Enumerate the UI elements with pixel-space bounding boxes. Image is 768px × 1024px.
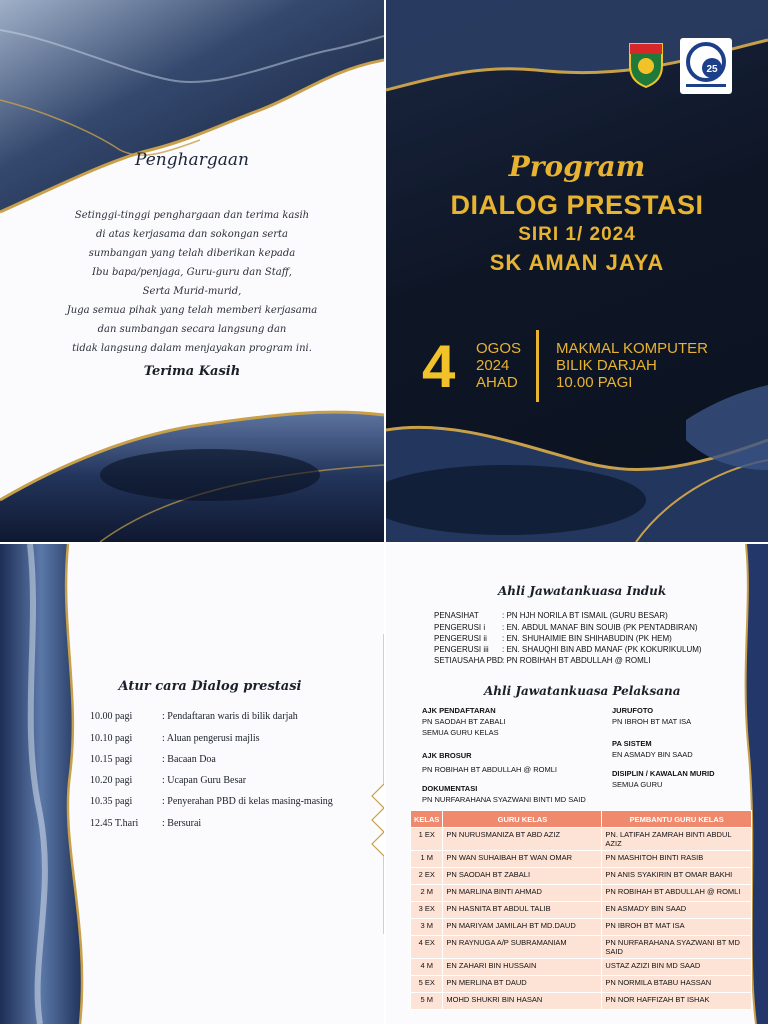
table-cell: PN ANIS SYAKIRIN BT OMAR BAKHI xyxy=(602,868,752,885)
committee-panel xyxy=(386,544,768,1024)
advisor-row xyxy=(434,656,650,666)
table-cell: PN. LATIFAH ZAMRAH BINTI ABDUL AZIZ xyxy=(602,828,752,851)
table-cell: 3 EX xyxy=(411,902,443,919)
agenda-time: 10.35 pagi xyxy=(90,796,133,807)
agenda-desc: : Penyerahan PBD di kelas masing-masing xyxy=(162,796,333,807)
table-cell: 4 M xyxy=(411,959,443,976)
table-cell: 5 M xyxy=(411,993,443,1010)
date-divider xyxy=(536,330,539,402)
table-row xyxy=(411,828,752,851)
crest-logo xyxy=(626,38,666,88)
table-cell: PN SAODAH BT ZABALI xyxy=(443,868,602,885)
program-label: Program xyxy=(508,150,646,183)
table-cell: PN IBROH BT MAT ISA xyxy=(602,919,752,936)
table-row xyxy=(411,936,752,959)
agenda-item xyxy=(90,733,260,744)
table-cell: 1 M xyxy=(411,851,443,868)
advisor-name: : EN. SHAUQHI BIN ABD MANAF (PK KOKURIKULUM) xyxy=(502,645,702,654)
table-cell: PN HASNITA BT ABDUL TALIB xyxy=(443,902,602,919)
agenda-item xyxy=(90,818,201,829)
agenda-item xyxy=(90,775,246,786)
table-row xyxy=(411,885,752,902)
group-role: PA SISTEM xyxy=(612,739,652,748)
advisor-row xyxy=(434,645,702,655)
table-cell: 1 EX xyxy=(411,828,443,851)
agenda-desc: : Bacaan Doa xyxy=(162,754,216,765)
agenda-desc: : Aluan pengerusi majlis xyxy=(162,733,260,744)
committee-group xyxy=(422,705,506,738)
appreciation-line: Ibu bapa/penjaga, Guru-guru dan Staff, xyxy=(92,267,292,278)
event-series: SIRI 1/ 2024 xyxy=(518,224,636,245)
agenda-desc: : Pendaftaran waris di bilik darjah xyxy=(162,711,298,722)
agenda-time: 10.20 pagi xyxy=(90,775,133,786)
venue-line: MAKMAL KOMPUTER xyxy=(556,340,708,357)
agenda-time: 10.10 pagi xyxy=(90,733,133,744)
table-row xyxy=(411,959,752,976)
advisor-name: : EN. SHUHAIMIE BIN SHIHABUDIN (PK HEM) xyxy=(502,634,672,643)
agenda-title: Atur cara Dialog prestasi xyxy=(118,679,302,694)
appreciation-line: di atas kerjasama dan sokongan serta xyxy=(95,229,289,240)
table-cell: 2 EX xyxy=(411,868,443,885)
appreciation-line: tidak langsung dalam menjayakan program ini. xyxy=(72,343,312,354)
advisor-row xyxy=(434,634,672,644)
group-member: PN SAODAH BT ZABALI xyxy=(422,717,506,726)
agenda-panel xyxy=(0,544,384,1024)
advisor-role: PENGERUSI i xyxy=(434,623,486,632)
table-cell: 5 EX xyxy=(411,976,443,993)
event-month: OGOS xyxy=(476,340,522,357)
table-cell: PN WAN SUHAIBAH BT WAN OMAR xyxy=(443,851,602,868)
appreciation-line: sumbangan yang telah diberikan kepada xyxy=(88,248,296,259)
agenda-time: 12.45 T.hari xyxy=(90,818,139,829)
group-member: PN ROBIHAH BT ABDULLAH @ ROMLI xyxy=(422,765,558,774)
cover-panel xyxy=(386,0,768,542)
table-cell: PN RAYNUGA A/P SUBRAMANIAM xyxy=(443,936,602,959)
table-row xyxy=(411,993,752,1010)
logo-badge-number: 25 xyxy=(706,64,718,75)
table-cell: USTAZ AZIZI BIN MD SAAD xyxy=(602,959,752,976)
appreciation-title: Penghargaan xyxy=(135,150,249,170)
table-header-row xyxy=(411,811,752,828)
advisor-row xyxy=(434,623,698,633)
group-role: JURUFOTO xyxy=(612,706,654,715)
table-cell: PN MERLINA BT DAUD xyxy=(443,976,602,993)
group-member: EN ASMADY BIN SAAD xyxy=(612,750,693,759)
table-header: PEMBANTU GURU KELAS xyxy=(602,811,752,828)
event-date xyxy=(476,340,521,391)
ornament-divider xyxy=(366,634,384,934)
table-cell: PN NURFARAHANA SYAZWANI BT MD SAID xyxy=(602,936,752,959)
advisor-role: PENGERUSI ii xyxy=(434,634,487,643)
event-time: 10.00 PAGI xyxy=(556,374,633,391)
advisor-name: : EN. ABDUL MANAF BIN SOUIB (PK PENTADBIRAN) xyxy=(502,623,698,632)
agenda-desc: : Ucapan Guru Besar xyxy=(162,775,247,786)
class-teacher-table xyxy=(410,810,752,1010)
table-row xyxy=(411,976,752,993)
appreciation-line: Setinggi-tinggi penghargaan dan terima kasih xyxy=(74,210,310,221)
table-header: GURU KELAS xyxy=(443,811,602,828)
table-cell: EN ZAHARI BIN HUSSAIN xyxy=(443,959,602,976)
anniversary-logo xyxy=(680,38,732,94)
table-row xyxy=(411,868,752,885)
group-member: PN IBROH BT MAT ISA xyxy=(612,717,692,726)
committee-group xyxy=(612,738,693,760)
main-committee-title: Ahli Jawatankuasa Induk xyxy=(498,584,667,598)
table-cell: 3 M xyxy=(411,919,443,936)
group-role: DISIPLIN / KAWALAN MURID xyxy=(612,769,715,778)
table-cell: PN NURUSMANIZA BT ABD AZIZ xyxy=(443,828,602,851)
group-member: PN NURFARAHANA SYAZWANI BINTI MD SAID xyxy=(422,795,586,804)
event-weekday: AHAD xyxy=(476,374,518,391)
table-cell: MOHD SHUKRI BIN HASAN xyxy=(443,993,602,1010)
committee-group xyxy=(422,783,586,805)
appreciation-line: Juga semua pihak yang telah memberi kerjasama xyxy=(66,305,318,316)
venue-line: BILIK DARJAH xyxy=(556,357,657,374)
group-member: SEMUA GURU KELAS xyxy=(422,728,499,737)
table-row xyxy=(411,919,752,936)
advisor-name: : PN ROBIHAH BT ABDULLAH @ ROMLI xyxy=(502,656,651,665)
agenda-desc: : Bersurai xyxy=(162,818,202,829)
marble-decoration-bottom xyxy=(0,395,384,542)
advisor-role: PENGERUSI iii xyxy=(434,645,489,654)
group-role: AJK BROSUR xyxy=(422,751,472,760)
advisor-name: : PN HJH NORILA BT ISMAIL (GURU BESAR) xyxy=(502,611,668,620)
advisor-role: SETIAUSAHA PBD xyxy=(434,656,503,665)
table-cell: EN ASMADY BIN SAAD xyxy=(602,902,752,919)
committee-group xyxy=(422,750,557,775)
appreciation-closing: Terima Kasih xyxy=(143,364,241,379)
appreciation-body xyxy=(50,206,334,358)
exec-committee-title: Ahli Jawatankuasa Pelaksana xyxy=(484,684,681,698)
table-cell: PN NORMILA BTABU HASSAN xyxy=(602,976,752,993)
group-role: DOKUMENTASI xyxy=(422,784,478,793)
advisor-role: PENASIHAT xyxy=(434,611,479,620)
event-day: 4 xyxy=(422,333,456,400)
table-cell: PN ROBIHAH BT ABDULLAH @ ROMLI xyxy=(602,885,752,902)
marble-decoration-top xyxy=(0,0,384,215)
group-member: SEMUA GURU xyxy=(612,780,663,789)
appreciation-panel xyxy=(0,0,384,542)
table-cell: 4 EX xyxy=(411,936,443,959)
advisor-row xyxy=(434,611,668,621)
table-row xyxy=(411,902,752,919)
table-header: KELAS xyxy=(411,811,443,828)
table-cell: 2 M xyxy=(411,885,443,902)
committee-group xyxy=(612,705,691,727)
agenda-item xyxy=(90,796,333,807)
agenda-time: 10.15 pagi xyxy=(90,754,133,765)
appreciation-line: dan sumbangan secara langsung dan xyxy=(97,324,287,335)
appreciation-line: Serta Murid-murid, xyxy=(142,286,242,297)
agenda-item xyxy=(90,711,298,722)
event-venue xyxy=(556,340,708,391)
agenda-item xyxy=(90,754,216,765)
group-role: AJK PENDAFTARAN xyxy=(422,706,496,715)
table-cell: PN MASHITOH BINTI RASIB xyxy=(602,851,752,868)
agenda-time: 10.00 pagi xyxy=(90,711,133,722)
table-row xyxy=(411,851,752,868)
committee-group xyxy=(612,768,715,790)
school-name: SK AMAN JAYA xyxy=(489,250,665,275)
event-year: 2024 xyxy=(476,357,510,374)
table-cell: PN MARIYAM JAMILAH BT MD.DAUD xyxy=(443,919,602,936)
event-title: DIALOG PRESTASI xyxy=(450,190,704,220)
table-cell: PN MARLINA BINTI AHMAD xyxy=(443,885,602,902)
table-cell: PN NOR HAFFIZAH BT ISHAK xyxy=(602,993,752,1010)
